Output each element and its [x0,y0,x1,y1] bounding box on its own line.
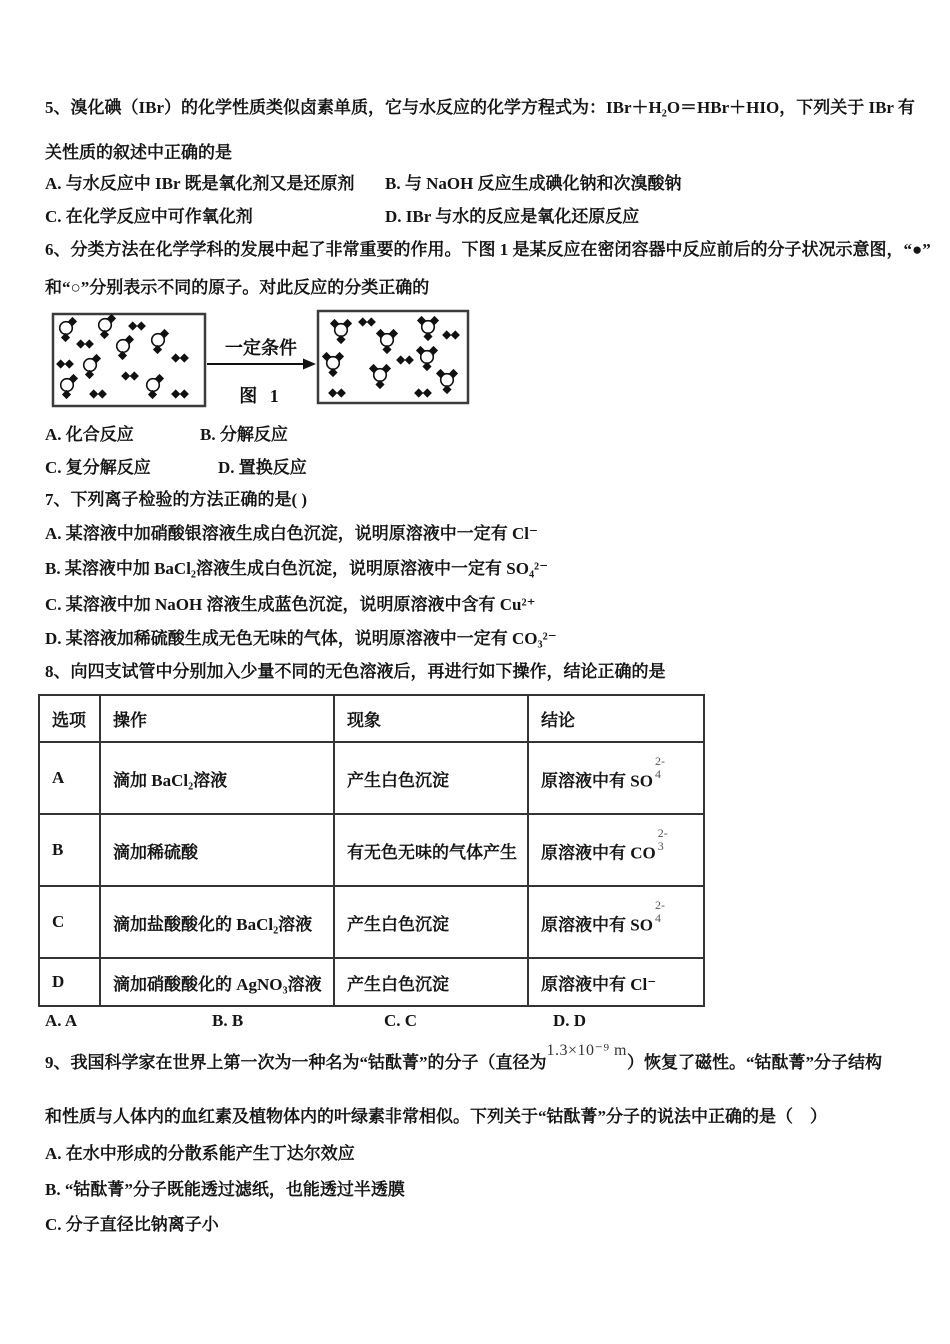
q9-option-a: A. 在水中形成的分散系能产生丁达尔效应 [45,1144,355,1163]
q8-title: 8、向四支试管中分别加入少量不同的无色溶液后，再进行如下操作，结论正确的是 [45,662,666,681]
row-b-operation: 滴加稀硫酸 [100,814,334,886]
reaction-arrowhead [303,359,316,370]
row-a-conclusion [528,742,704,814]
q6-option-d: D. 置换反应 [218,458,307,477]
ion-superscript: 2- [654,754,665,769]
row-a-ion-charge [655,755,665,780]
row-d-option: D [39,958,100,1006]
figure-caption: 图 1 [239,386,283,406]
product-molecules [322,316,460,398]
q9-line1-post: ）恢复了磁性。“钴酞菁”分子结构 [627,1053,882,1072]
q9-option-b: B. “钴酞菁”分子既能透过滤纸，也能透过半透膜 [45,1180,405,1199]
q7-title: 7、下列离子检验的方法正确的是( ) [45,490,308,509]
row-d-conclusion [528,958,704,1006]
row-d-conclusion-text: 原溶液中有 Cl⁻ [541,974,657,994]
q5-line2: 关性质的叙述中正确的是 [45,143,232,162]
row-c-phenomenon: 产生白色沉淀 [334,886,528,958]
q8-header-operation: 操作 [100,695,334,742]
row-d-phenomenon: 产生白色沉淀 [334,958,528,1006]
q8-answer-b: B. B [212,1011,244,1030]
q8-header-conclusion: 结论 [528,695,704,742]
q8-answer-a: A. A [45,1011,78,1030]
q6-line1: 6、分类方法在化学学科的发展中起了非常重要的作用。下图 1 是某反应在密闭容器中反应前后的分子状况示意图，“●” [45,240,931,259]
q8-table-header-row [39,695,704,742]
reaction-condition-label: 一定条件 [225,338,297,358]
q5-option-b: B. 与 NaOH 反应生成碘化钠和次溴酸钠 [385,174,682,193]
q5-option-d: D. IBr 与水的反应是氧化还原反应 [385,207,640,226]
q9-option-c: C. 分子直径比钠离子小 [45,1215,219,1234]
q5-option-a: A. 与水反应中 IBr 既是氧化剂又是还原剂 [45,174,355,193]
q8-answer-c: C. C [384,1011,418,1030]
q8-table-row-c [39,886,704,958]
q5-option-c: C. 在化学反应中可作氧化剂 [45,207,253,226]
q5-line1: 5、溴化碘（IBr）的化学性质类似卤素单质，它与水反应的化学方程式为：IBr＋H₂O＝HBr＋HIO，下列关于 IBr 有 [45,98,915,117]
q7-option-d: D. 某溶液加稀硫酸生成无色无味的气体，说明原溶液中一定有 CO₃²⁻ [45,629,557,648]
row-a-option: A [39,742,100,814]
ion-subscript: 4 [654,766,661,781]
q9-line1-pre: 9、我国科学家在世界上第一次为一种名为“钴酞菁”的分子（直径为 [45,1053,547,1072]
row-c-option: C [39,886,100,958]
q6-line2: 和“○”分别表示不同的原子。对此反应的分类正确的 [45,278,430,297]
q9-line1 [45,1042,882,1074]
q8-table-row-a [39,742,704,814]
row-b-conclusion-text: 原溶液中有 CO [541,843,656,863]
row-b-conclusion [528,814,704,886]
q8-table-row-d [39,958,704,1006]
row-c-ion-charge [655,899,665,924]
q7-option-b: B. 某溶液中加 BaCl₂溶液生成白色沉淀，说明原溶液中一定有 SO₄²⁻ [45,559,549,578]
reactant-molecules [56,314,189,399]
row-c-conclusion-text: 原溶液中有 SO [541,915,653,935]
row-b-option: B [39,814,100,886]
q9-line2: 和性质与人体内的血红素及植物体内的叶绿素非常相似。下列关于“钴酞菁”分子的说法中正确的是（ ） [45,1107,827,1126]
row-c-operation: 滴加盐酸酸化的 BaCl₂溶液 [100,886,334,958]
ion-subscript: 4 [654,910,661,925]
ion-subscript: 3 [657,838,664,853]
ion-superscript: 2- [654,898,665,913]
q6-option-a: A. 化合反应 [45,425,134,444]
q9-diameter-value: 1.3×10⁻⁹ m [546,1042,627,1059]
q8-header-option: 选项 [39,695,100,742]
row-b-ion-charge [658,827,668,852]
q8-answer-d: D. D [553,1011,587,1030]
q7-option-c: C. 某溶液中加 NaOH 溶液生成蓝色沉淀，说明原溶液中含有 Cu²⁺ [45,595,536,614]
q6-option-c: C. 复分解反应 [45,458,151,477]
row-a-conclusion-text: 原溶液中有 SO [541,771,653,791]
figure-1 [50,306,480,414]
q8-header-phenomenon: 现象 [334,695,528,742]
ion-superscript: 2- [657,826,668,841]
q8-table-row-b [39,814,704,886]
q8-table [38,694,705,1007]
q6-option-b: B. 分解反应 [200,425,288,444]
row-b-phenomenon: 有无色无味的气体产生 [334,814,528,886]
row-a-phenomenon: 产生白色沉淀 [334,742,528,814]
q7-option-a: A. 某溶液中加硝酸银溶液生成白色沉淀，说明原溶液中一定有 Cl⁻ [45,524,538,543]
row-d-operation: 滴加硝酸酸化的 AgNO₃溶液 [100,958,334,1006]
row-c-conclusion [528,886,704,958]
row-a-operation: 滴加 BaCl₂溶液 [100,742,334,814]
